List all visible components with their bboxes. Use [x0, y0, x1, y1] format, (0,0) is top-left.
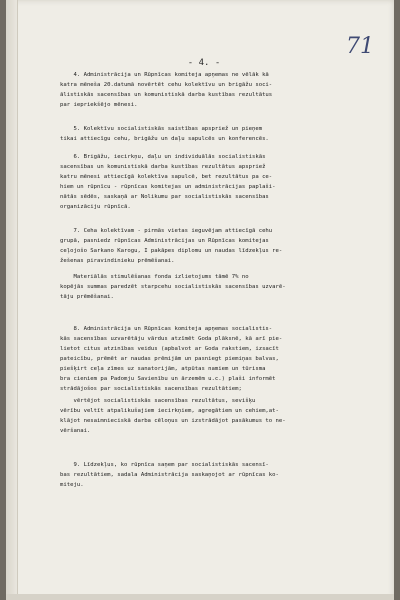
paragraph-8 — [60, 324, 368, 394]
paragraph-9 — [60, 460, 368, 490]
text-line: 4. Administrācija un Rūpnīcas komiteja apņemas ne vēlāk kā — [60, 72, 269, 78]
paragraph-5 — [60, 124, 368, 144]
text-line: miteju. — [60, 482, 84, 488]
text-line: piešķirt ceļa zīmes uz sanatorijām, atpūtas namiem un tūrisma — [60, 366, 266, 372]
archive-folio-number: 71 — [346, 34, 374, 59]
text-line: hiem un rūpnīcu - rūpnīcas komitejas un administrācijas paplaši- — [60, 184, 276, 190]
text-line: 5. Kolektīvu socialistiskās saistības apspriež un pieņem — [60, 126, 263, 132]
text-line: sacensības un komunistiskā darba kustības rezultātus apspriež — [60, 164, 266, 170]
text-line: vērību veltīt atpalikušajiem iecirkņiem, agregātiem un cehiem,at- — [60, 408, 279, 414]
text-line: pateicību, prēmēt ar naudas prēmijām un pasniegt piemiņas balvas, — [60, 356, 279, 362]
text-line: klājot nesaimnieciskā darba cēloņus un izstrādājot pasākumus to ne- — [60, 418, 286, 424]
text-line: tikai attiecīgu cehu, brigāžu un daļu sapulcēs un konferencēs. — [60, 136, 269, 142]
text-line: ceļojošo Sarkano Karogu, I pakāpes diplomu un naudas līdzekļus re- — [60, 248, 283, 254]
page-binding-edge — [6, 0, 18, 600]
text-line: 6. Brigāžu, iecirkņu, daļu un individuālās socialistiskās — [60, 154, 266, 160]
text-line: katru mēnesi attiecīgā kolektīva sapulcē, bet rezultātus pa ce- — [60, 174, 273, 180]
text-line: lietot citus atzinības veidus (apbalvot ar Goda rakstiem, izsacīt — [60, 346, 279, 352]
text-line: nātās sēdēs, saskaņā ar Nolikumu par socialistiskās sacensības — [60, 194, 269, 200]
document-page — [6, 0, 394, 600]
text-line: bra cieniem pa Padomju Savienību un ārzemēm u.c.) plaši informēt — [60, 376, 276, 382]
text-line: tāju prēmēšanai. — [60, 294, 114, 300]
text-line: 9. Līdzekļus, ko rūpnīca saņem par socialistiskās sacensī- — [60, 462, 269, 468]
paragraph-7 — [60, 226, 368, 266]
paragraph-4 — [60, 70, 368, 110]
text-line: bas rezultātiem, sadala Administrācija saskaņojot ar rūpnīcas ko- — [60, 472, 279, 478]
text-line: žešenas piravindinieku prēmēšanai. — [60, 258, 175, 264]
text-line: organizāciju rūpnīcā. — [60, 204, 131, 210]
text-line: grupā, pasniedz rūpnīcas Administrācijas un Rūpnīcas komitejas — [60, 238, 269, 244]
paragraph-7-fund — [60, 272, 368, 302]
text-line: kopējās summas paredzēt starpcehu socialistiskās sacensības uzvarē- — [60, 284, 286, 290]
text-line: strādājošos par socialistiskās sacensības rezultātiem; — [60, 386, 242, 392]
text-line: kās sacensības uzvarētāju vārdus atzīmēt Goda plāksnē, kā arī pie- — [60, 336, 283, 342]
text-line: ālistiskās sacensības un komunistiskā darba kustības rezultātus — [60, 92, 273, 98]
text-line: par iepriekšējo mēnesi. — [60, 102, 138, 108]
text-line: 7. Ceha kolektīvam - pirmās vietas ieguvējam attiecīgā cehu — [60, 228, 273, 234]
text-line: vērtējot socialistiskās sacensības rezultātus, sevišķu — [60, 398, 256, 404]
page-number: - 4. - — [187, 58, 221, 68]
page-bottom-edge — [6, 594, 394, 600]
text-line: katra mēneša 20.datumā novērtēt cehu kolektīvu un brigāžu soci- — [60, 82, 273, 88]
paragraph-6 — [60, 152, 368, 212]
paragraph-8-evaluation — [60, 396, 368, 436]
text-line: vēršanai. — [60, 428, 91, 434]
text-line: Materiālās stimulēšanas fonda izlietojums tāmē 7% no — [60, 274, 249, 280]
text-line: 8. Administrācija un Rūpnīcas komiteja apņemas socialistis- — [60, 326, 273, 332]
